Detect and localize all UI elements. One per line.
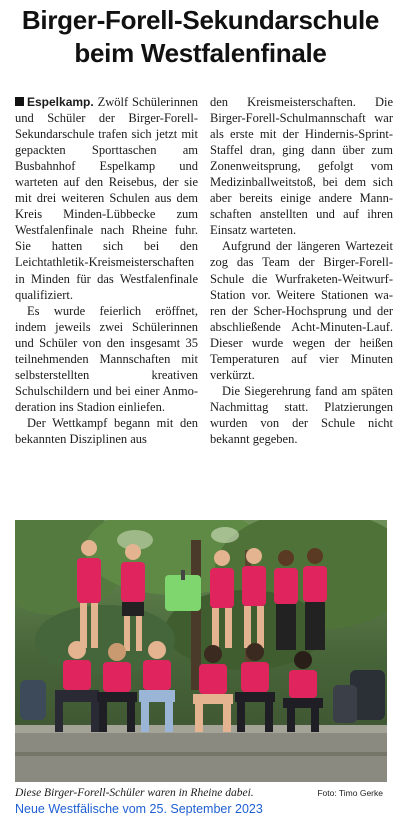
team-photo-illustration (15, 520, 387, 782)
paragraph-3: Der Wettkampf begann mit den bekannten Disziplinen aus (15, 415, 198, 446)
source-line[interactable]: Neue Westfälische vom 25. September 2023 (15, 802, 263, 816)
paragraph-5-text: Aufgrund der längeren Wartezeit zog das Team der Birger-Forell-Schule die Wurfraketen-Weitwurf-Station vor. Weitere Stationen waren der Scher-Hochsprung und der abschließende Acht-Minuten-Lauf. Dieser wurde wegen der heißen Temperaturen auf vier Minuten verkürzt. (210, 239, 393, 382)
square-bullet-icon (15, 97, 24, 106)
paragraph-4-text: den Kreismeisterschaften. Die Birger-Forell-Schulmannschaft war als erste mit der Hindernis-Sprint-Staffel dran, ging dann über zum Zonenweitsprung, gefolgt vom Medizinballweitstoß, bei dem sich aber bereits einige andere Mannschaften anstellten und auf ihren Einsatz warteten. (210, 95, 393, 238)
headline-line-2: beim Westfalenfinale (74, 38, 327, 68)
article-column-left (15, 94, 198, 447)
paragraph-6-text: Die Siegerehrung fand am späten Nachmittag statt. Platzierungen wurden von der Schule nicht bekannt gegeben. (210, 383, 393, 446)
paragraph-6 (210, 383, 393, 447)
paragraph-2 (15, 303, 198, 415)
article-column-right (210, 94, 393, 447)
team-photo (15, 520, 387, 782)
photo-caption: Diese Birger-Forell-Schüler waren in Rheine dabei. (15, 787, 254, 799)
paragraph-5 (210, 238, 393, 382)
paragraph-4 (210, 94, 393, 238)
headline-line-1: Birger-Forell-Sekundarschule (21, 5, 380, 35)
dateline: Espelkamp. (27, 95, 94, 109)
paragraph-1 (15, 94, 198, 303)
paragraph-1-text: Zwölf Schülerinnen und Schüler der Birger-Forell-Sekundarschule trafen sich jetzt mit gepackten Sporttaschen am Busbahnhof Espelkamp und warteten auf den Reisebus, der sie mit drei weiteren Schulen aus dem Kreis Minden-Lübbecke zum Westfalenfinale nach Rheine fuhr. Sie hatten sich bei den Leichtathletik-Kreismeisterschaften in Minden für das Westfalenfinale qualifiziert. (15, 95, 198, 302)
article-headline (0, 4, 401, 70)
photo-credit: Foto: Timo Gerke (317, 788, 383, 798)
paragraph-2-text: Es wurde feierlich eröffnet, indem jeweils zwei Schülerinnen und Schüler von den insgesamt 35 teilnehmenden Mannschaften mit selbsterstellten kreativen Schulschildern und bei einer Anmoderation ins Stadion einliefen. (15, 303, 198, 414)
